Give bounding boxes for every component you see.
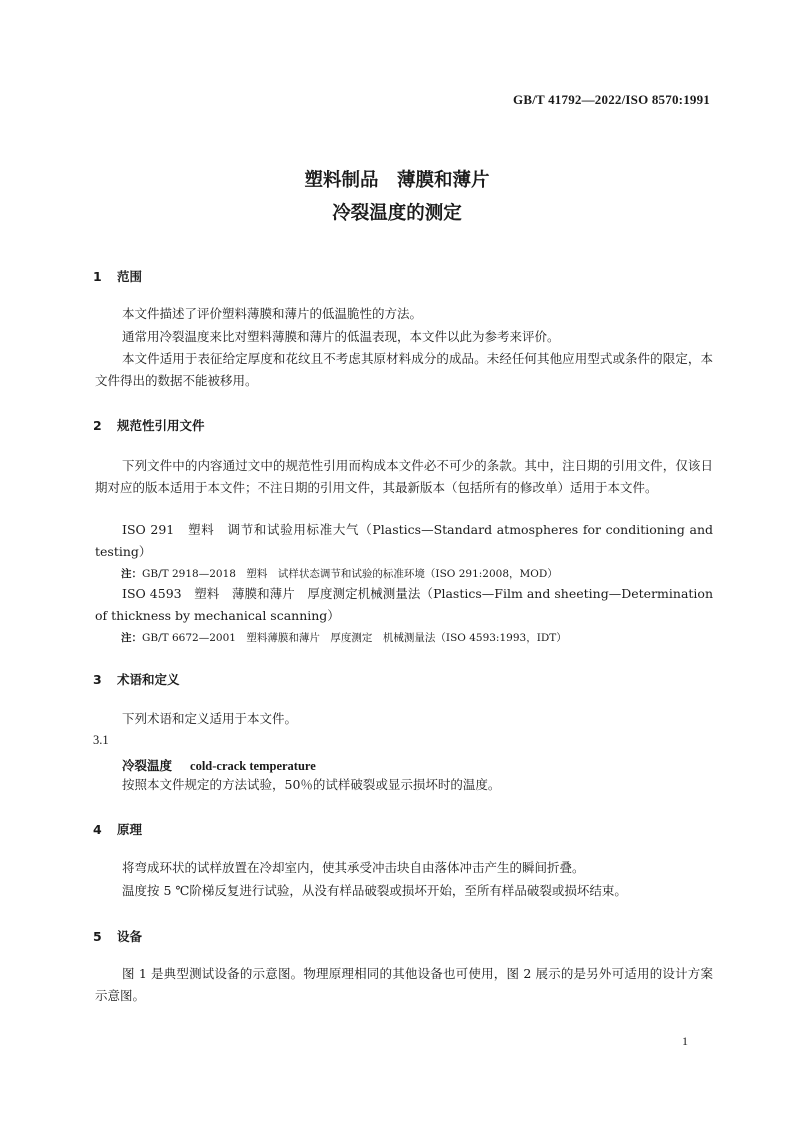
reference-iso-291 xyxy=(95,519,713,563)
s3-paragraph-1: 下列术语和定义适用于本文件。 xyxy=(122,711,298,726)
section-title: 术语和定义 xyxy=(117,672,180,687)
s1-paragraph-3: 本文件适用于表征给定厚度和花纹且不考虑其原材料成分的成品。未经任何其他应用型式或条件的限定，本文件得出的数据不能被移用。 xyxy=(95,351,713,388)
s2-paragraph-1: 下列文件中的内容通过文中的规范性引用而构成本文件必不可少的条款。其中，注日期的引用文件，仅该日期对应的版本适用于本文件；不注日期的引用文件，其最新版本（包括所有的修改单）适用于本文件。 xyxy=(95,458,713,495)
s1-paragraph-2: 通常用冷裂温度来比对塑料薄膜和薄片的低温表现，本文件以此为参考来评价。 xyxy=(122,329,560,344)
note-text: GB/T 6672—2001 塑料薄膜和薄片 厚度测定 机械测量法（ISO 4593:1993，IDT） xyxy=(142,632,567,644)
page-number: 1 xyxy=(682,1034,688,1048)
section-title: 原理 xyxy=(117,822,143,837)
section-5-heading xyxy=(93,927,142,945)
reference-text: ISO 4593 塑料 薄膜和薄片 厚度测定机械测量法（Plastics—Film and sheeting—Determination of thickness by mechanical scanning） xyxy=(95,586,713,623)
s1-paragraph-1: 本文件描述了评价塑料薄膜和薄片的低温脆性的方法。 xyxy=(122,306,423,321)
section-number: 5 xyxy=(93,929,102,944)
term-chinese: 冷裂温度 xyxy=(122,758,173,773)
term-number: 3.1 xyxy=(93,733,109,747)
term-definition: 按照本文件规定的方法试验，50％的试样破裂或显示损坏时的温度。 xyxy=(122,777,501,792)
reference-iso-4593 xyxy=(95,583,713,627)
note-2 xyxy=(121,630,567,645)
title-line-2: 冷裂温度的测定 xyxy=(332,203,462,224)
section-2-heading xyxy=(93,416,205,434)
section-number: 2 xyxy=(93,418,102,433)
section-number: 4 xyxy=(93,822,102,837)
section-title: 规范性引用文件 xyxy=(117,418,205,433)
s4-paragraph-1: 将弯成环状的试样放置在冷却室内，使其承受冲击块自由落体冲击产生的瞬间折叠。 xyxy=(122,860,585,875)
section-3-heading xyxy=(93,670,180,688)
standard-code: GB/T 41792—2022/ISO 8570:1991 xyxy=(513,92,710,107)
s4-paragraph-2: 温度按 5 ℃阶梯反复进行试验，从没有样品破裂或损坏开始，至所有样品破裂或损坏结束。 xyxy=(122,883,627,898)
section-4-heading xyxy=(93,820,142,838)
section-number: 3 xyxy=(93,672,102,687)
section-title: 设备 xyxy=(117,929,143,944)
s5-paragraph-1: 图 1 是典型测试设备的示意图。物理原理相同的其他设备也可使用，图 2 展示的是另外可适用的设计方案示意图。 xyxy=(95,966,713,1003)
note-text: GB/T 2918—2018 塑料 试样状态调节和试验的标准环境（ISO 291:2008，MOD） xyxy=(142,568,558,580)
title-line-1: 塑料制品 薄膜和薄片 xyxy=(304,170,490,191)
section-1-heading xyxy=(93,267,142,285)
reference-text: ISO 291 塑料 调节和试验用标准大气（Plastics—Standard atmospheres for conditioning and testing） xyxy=(95,522,713,559)
note-1 xyxy=(121,566,558,581)
section-number: 1 xyxy=(93,269,102,284)
term-entry xyxy=(122,756,316,774)
term-english: cold-crack temperature xyxy=(190,759,316,773)
section-title: 范围 xyxy=(117,269,143,284)
note-label: 注： xyxy=(121,568,142,580)
note-label: 注： xyxy=(121,632,142,644)
